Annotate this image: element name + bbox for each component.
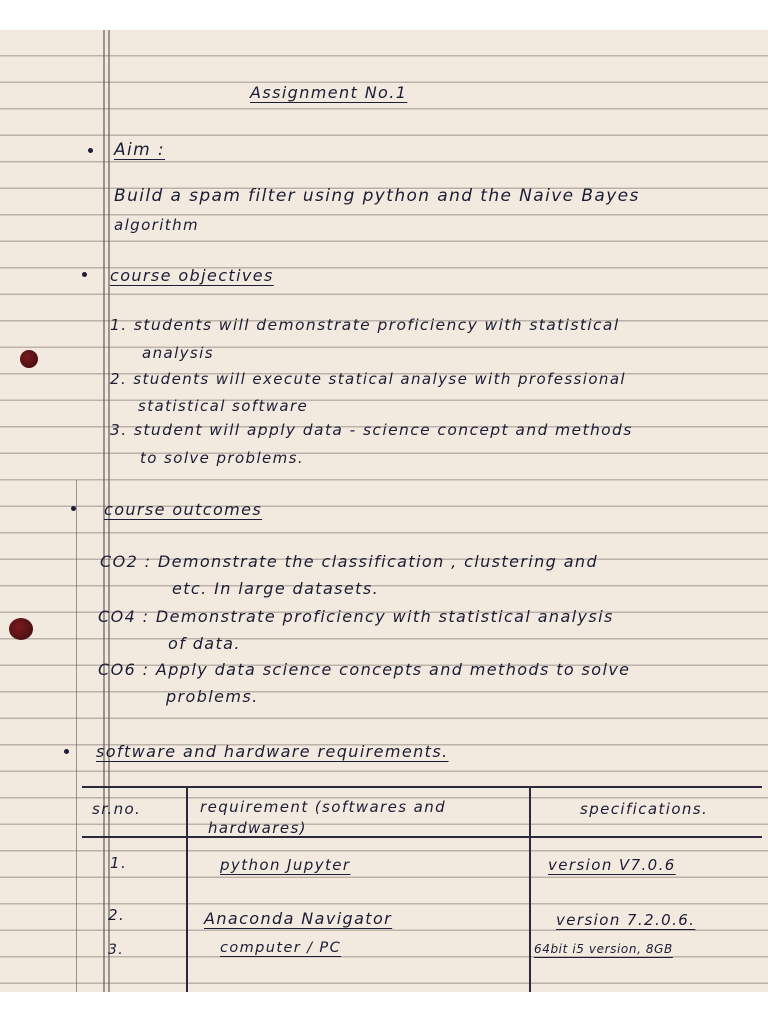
page-title: Assignment No.1 <box>250 83 408 102</box>
outcome-line: problems. <box>166 687 259 706</box>
aim-heading: Aim : <box>114 140 166 160</box>
table-header-srno: sr.no. <box>92 800 142 818</box>
course-outcomes-heading: course outcomes <box>104 500 263 519</box>
objective-line: 1. students will demonstrate proficiency with statistical <box>110 316 620 334</box>
margin-line-3 <box>76 480 77 992</box>
course-objectives-heading: course objectives <box>110 266 274 285</box>
table-cell-specification: 64bit i5 version, 8GB <box>534 942 673 956</box>
table-cell-srno: 2. <box>108 906 126 924</box>
table-header-requirement-2: hardwares) <box>208 819 307 837</box>
outcome-line: CO6 : Apply data science concepts and methods to solve <box>98 660 631 679</box>
punch-hole <box>9 618 33 640</box>
bullet <box>71 506 76 511</box>
table-cell-specification: version V7.0.6 <box>548 856 676 874</box>
outcome-line: etc. In large datasets. <box>172 579 380 598</box>
table-cell-srno: 1. <box>110 854 128 872</box>
outcome-line: of data. <box>168 634 241 653</box>
objective-line: analysis <box>142 344 214 362</box>
table-cell-specification: version 7.2.0.6. <box>556 911 696 929</box>
bullet <box>88 148 93 153</box>
aim-line: Build a spam filter using python and the Naive Bayes <box>114 186 640 206</box>
objective-line: statistical software <box>138 397 309 415</box>
notebook-page <box>0 30 768 992</box>
aim-line: algorithm <box>114 216 199 234</box>
table-cell-srno: 3. <box>108 942 125 958</box>
table-header-specifications: specifications. <box>580 800 709 818</box>
table-column-divider <box>186 786 188 992</box>
table-column-divider <box>529 786 531 992</box>
table-cell-requirement: python Jupyter <box>220 856 351 874</box>
bullet <box>82 272 87 277</box>
table-cell-requirement: computer / PC <box>220 940 342 956</box>
bullet <box>64 749 69 754</box>
objective-line: to solve problems. <box>140 449 305 467</box>
table-header-divider <box>82 836 762 838</box>
punch-hole <box>20 350 38 368</box>
outcome-line: CO4 : Demonstrate proficiency with statistical analysis <box>98 607 614 626</box>
table-header-requirement: requirement (softwares and <box>200 798 447 816</box>
objective-line: 3. student will apply data - science concept and methods <box>110 421 633 439</box>
table-border-top <box>82 786 762 788</box>
objective-line: 2. students will execute statical analyse with professional <box>110 370 626 388</box>
table-cell-requirement: Anaconda Navigator <box>204 909 393 928</box>
requirements-heading: software and hardware requirements. <box>96 742 449 761</box>
outcome-line: CO2 : Demonstrate the classification , clustering and <box>100 552 599 571</box>
